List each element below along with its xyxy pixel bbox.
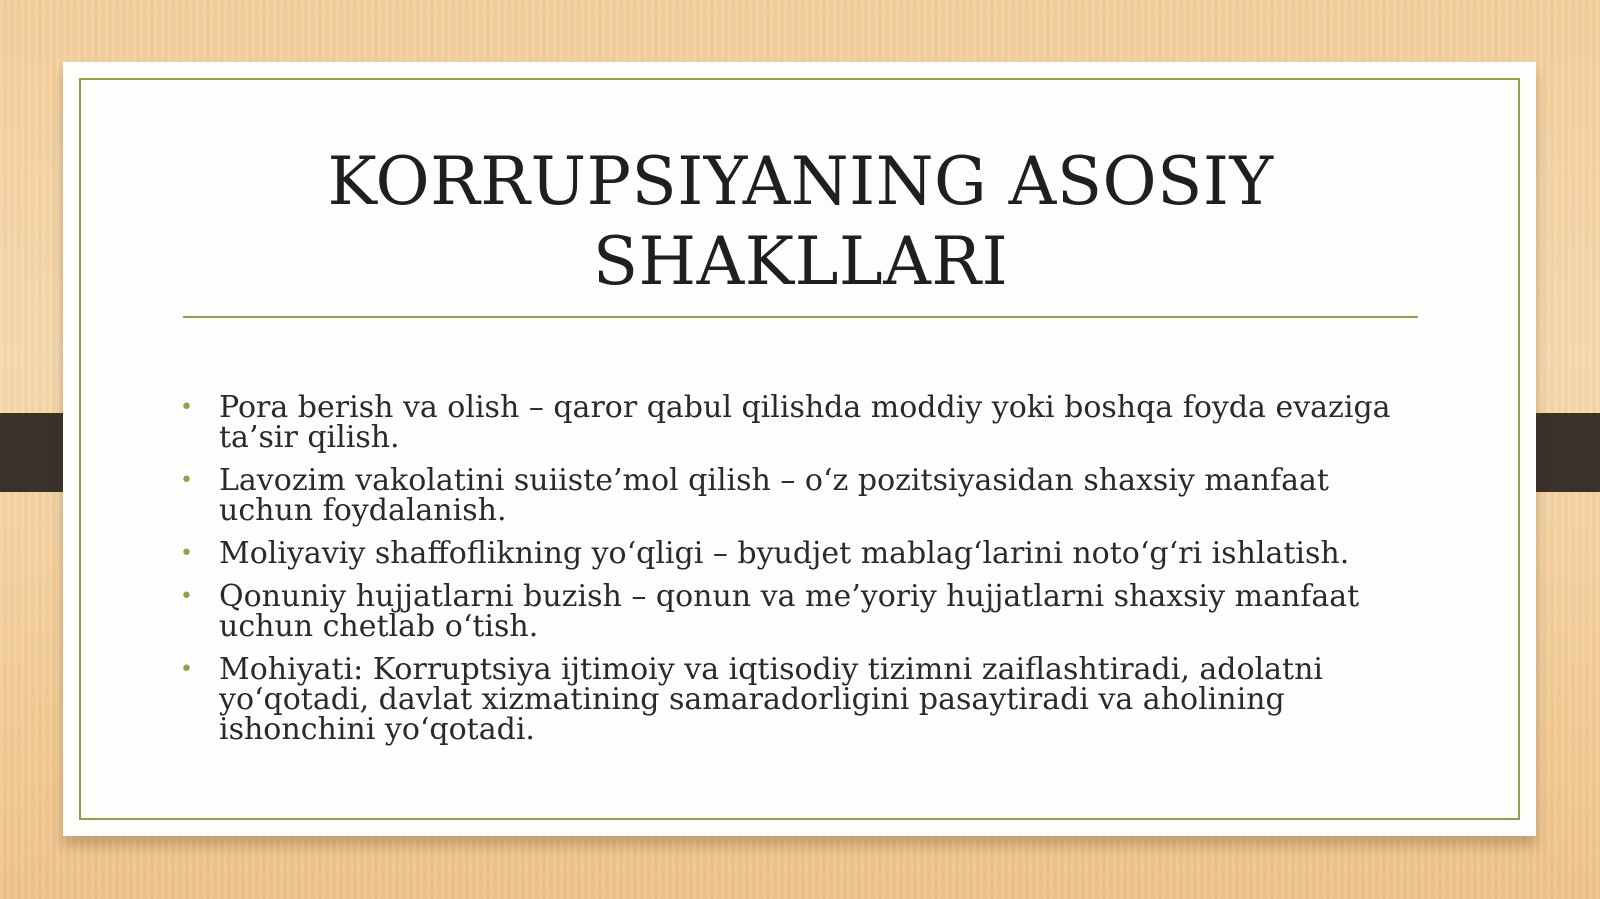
title-line-2: SHAKLLARI (592, 223, 1009, 300)
bullet-text: Moliyaviy shaffoflikning yo‘qligi – byudjet mablag‘larini noto‘g‘ri ishlatish. (219, 536, 1350, 571)
bullet-text: Lavozim vakolatini suiiste’mol qilish – o‘z pozitsiyasidan shaxsiy manfaat uchun foydalanish. (219, 463, 1329, 528)
bullet-item (180, 536, 1430, 571)
bullet-icon: • (180, 395, 193, 420)
bullet-text: Mohiyati: Korruptsiya ijtimoiy va iqtisodiy tizimni zaiflashtiradi, adolatni yo‘qotadi, davlat xizmatining samaradorligini pasaytiradi va aholining ishonchini yo‘qotadi. (219, 652, 1324, 747)
bullet-text: Qonuniy hujjatlarni buzish – qonun va me’yoriy hujjatlarni shaxsiy manfaat uchun chetlab o‘tish. (219, 579, 1360, 644)
bullet-icon: • (180, 468, 193, 493)
bullet-list (180, 390, 1430, 758)
bullet-item (180, 463, 1430, 528)
bullet-icon: • (180, 657, 193, 682)
title-line-1: KORRUPSIYANING ASOSIY (327, 143, 1274, 220)
bullet-item (180, 390, 1430, 455)
slide-title (183, 142, 1418, 302)
bullet-icon: • (180, 584, 193, 609)
bullet-icon: • (180, 541, 193, 566)
title-divider (183, 316, 1418, 318)
bullet-item (180, 652, 1430, 747)
bullet-text: Pora berish va olish – qaror qabul qilishda moddiy yoki boshqa foyda evaziga ta’sir qilish. (219, 390, 1391, 455)
bullet-item (180, 579, 1430, 644)
